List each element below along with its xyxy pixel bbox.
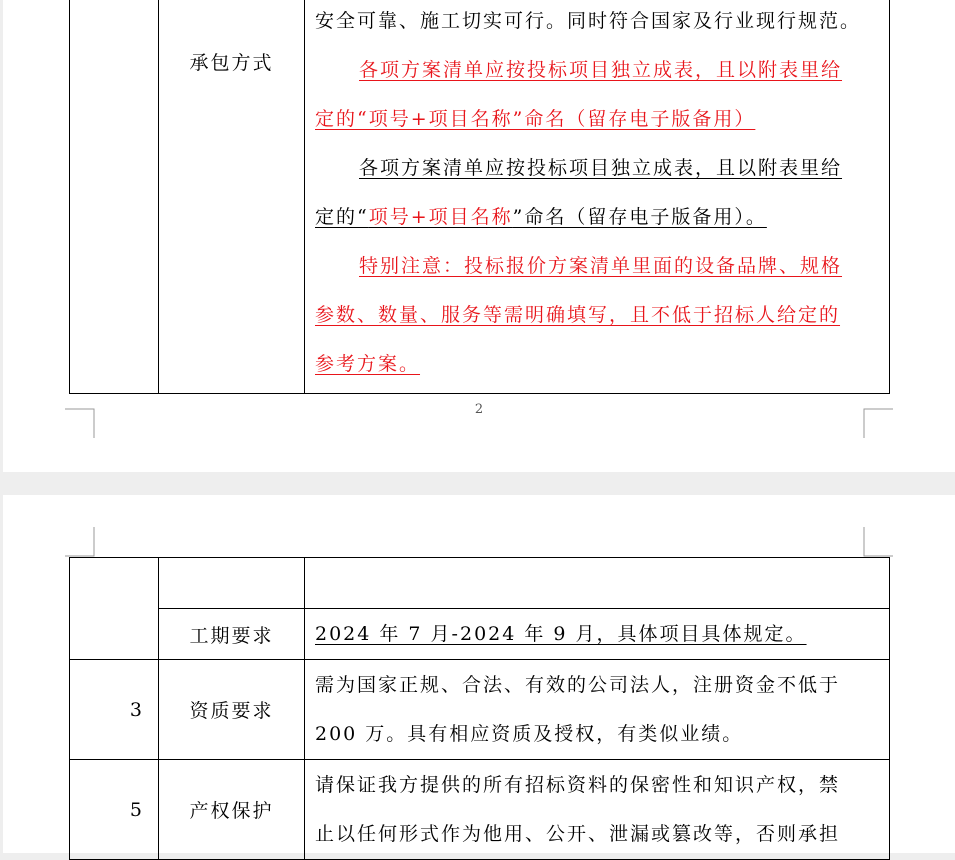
document-page-2 bbox=[3, 495, 955, 853]
row-number-5: 5 bbox=[70, 760, 159, 860]
contract-method-content bbox=[305, 0, 890, 394]
ip-protection-content bbox=[305, 760, 890, 860]
margin-corner-bottom-left bbox=[65, 408, 95, 438]
red-text-segment: 项号+项目名称 bbox=[368, 206, 513, 228]
empty-label-cell bbox=[159, 558, 305, 609]
document-page-1 bbox=[3, 0, 955, 472]
margin-corner-top-right bbox=[863, 527, 893, 557]
schedule-text: 2024 年 7 月-2024 年 9 月，具体项目具体规定。 bbox=[315, 623, 807, 645]
schedule-content bbox=[305, 609, 890, 660]
black-revision-line-2 bbox=[305, 193, 889, 242]
ip-protection-line-1: 请保证我方提供的所有招标资料的保密性和知识产权，禁 bbox=[315, 773, 841, 796]
margin-corner-bottom-right bbox=[863, 408, 893, 438]
row-number-cell bbox=[70, 0, 159, 394]
text-segment: ”命名（留存电子版备用）。 bbox=[512, 206, 767, 228]
red-revision-line-2: 定的“项号+项目名称”命名（留存电子版备用） bbox=[315, 108, 756, 130]
margin-corner-top-left bbox=[65, 527, 95, 557]
ip-protection-label: 产权保护 bbox=[159, 760, 305, 860]
special-note-line-3: 参考方案。 bbox=[315, 353, 421, 375]
black-revision-line-1: 各项方案清单应按投标项目独立成表，且以附表里给 bbox=[359, 157, 843, 179]
contract-method-label: 承包方式 bbox=[159, 0, 305, 394]
row-number-3: 3 bbox=[70, 660, 159, 760]
ip-protection-line-2: 止以任何形式作为他用、公开、泄漏或篡改等，否则承担 bbox=[315, 822, 841, 845]
special-note-line-1: 特别注意：投标报价方案清单里面的设备品牌、规格 bbox=[359, 255, 843, 277]
red-revision-line-1: 各项方案清单应按投标项目独立成表，且以附表里给 bbox=[359, 59, 843, 81]
requirements-table-part2 bbox=[69, 557, 890, 860]
row-number-cell bbox=[70, 558, 159, 660]
page-number: 2 bbox=[474, 402, 484, 417]
qualification-label: 资质要求 bbox=[159, 660, 305, 760]
special-note-line-2: 参数、数量、服务等需明确填写，且不低于招标人给定的 bbox=[315, 304, 841, 326]
requirements-table-part1 bbox=[69, 0, 890, 394]
qualification-line-2: 200 万。具有相应资质及授权，有类似业绩。 bbox=[315, 722, 744, 745]
schedule-label: 工期要求 bbox=[159, 609, 305, 660]
empty-content-cell bbox=[305, 558, 890, 609]
qualification-content bbox=[305, 660, 890, 760]
qualification-line-1: 需为国家正规、合法、有效的公司法人，注册资金不低于 bbox=[315, 673, 841, 696]
text-segment: 定的“ bbox=[315, 206, 369, 228]
paragraph-safety: 安全可靠、施工切实可行。同时符合国家及行业现行规范。 bbox=[315, 10, 862, 32]
